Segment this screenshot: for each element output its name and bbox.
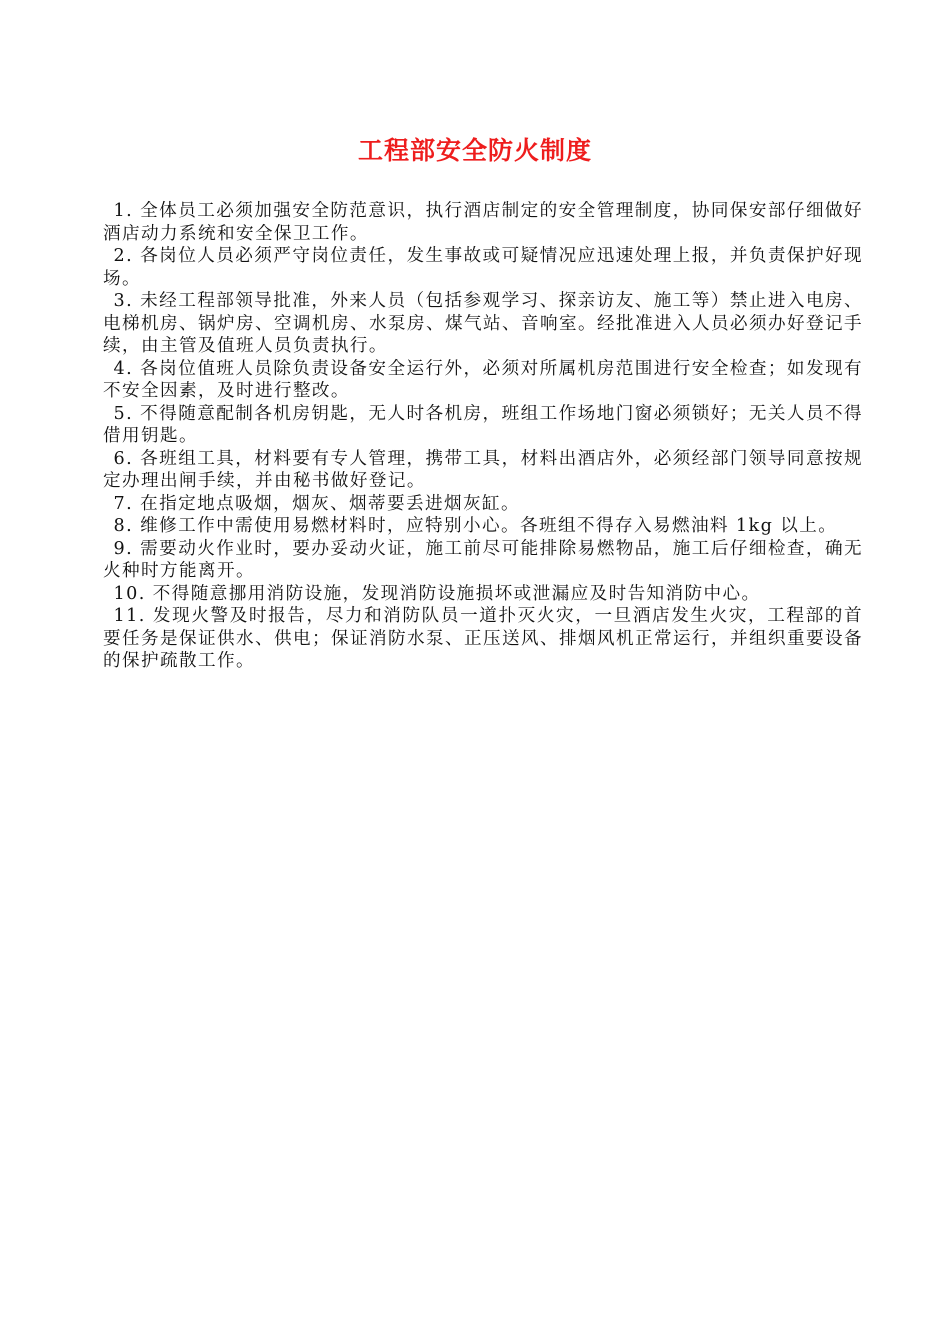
rule-item-9: 9. 需要动火作业时，要办妥动火证，施工前尽可能排除易燃物品，施工后仔细检查，确无火种时方能离开。 bbox=[103, 538, 863, 581]
rule-item-6: 6. 各班组工具，材料要有专人管理，携带工具，材料出酒店外，必须经部门领导同意按规定办理出闸手续，并由秘书做好登记。 bbox=[103, 448, 863, 491]
rule-item-2: 2. 各岗位人员必须严守岗位责任，发生事故或可疑情况应迅速处理上报，并负责保护好现场。 bbox=[103, 246, 863, 289]
document-title: 工程部安全防火制度 bbox=[357, 136, 592, 165]
document-body bbox=[103, 200, 863, 673]
rule-item-3: 3. 未经工程部领导批准，外来人员（包括参观学习、探亲访友、施工等）禁止进入电房、电梯机房、锅炉房、空调机房、水泵房、煤气站、音响室。经批准进入人员必须办好登记手续，由主管及值班人员负责执行。 bbox=[103, 291, 863, 356]
rule-item-1: 1. 全体员工必须加强安全防范意识，执行酒店制定的安全管理制度，协同保安部仔细做好酒店动力系统和安全保卫工作。 bbox=[103, 201, 863, 244]
rule-item-5: 5. 不得随意配制各机房钥匙，无人时各机房，班组工作场地门窗必须锁好；无关人员不得借用钥匙。 bbox=[103, 403, 863, 446]
rule-item-11: 11. 发现火警及时报告，尽力和消防队员一道扑灭火灾，一旦酒店发生火灾，工程部的首要任务是保证供水、供电；保证消防水泵、正压送风、排烟风机正常运行，并组织重要设备的保护疏散工作。 bbox=[103, 606, 863, 671]
rule-item-7: 7. 在指定地点吸烟，烟灰、烟蒂要丢进烟灰缸。 bbox=[113, 493, 521, 514]
rule-item-4: 4. 各岗位值班人员除负责设备安全运行外，必须对所属机房范围进行安全检查；如发现有不安全因素，及时进行整改。 bbox=[103, 358, 863, 401]
rule-item-10: 10. 不得随意挪用消防设施，发现消防设施损坏或泄漏应及时告知消防中心。 bbox=[113, 583, 761, 604]
rule-item-8: 8. 维修工作中需使用易燃材料时，应特别小心。各班组不得存入易燃油料 1kg 以上。 bbox=[113, 516, 838, 536]
